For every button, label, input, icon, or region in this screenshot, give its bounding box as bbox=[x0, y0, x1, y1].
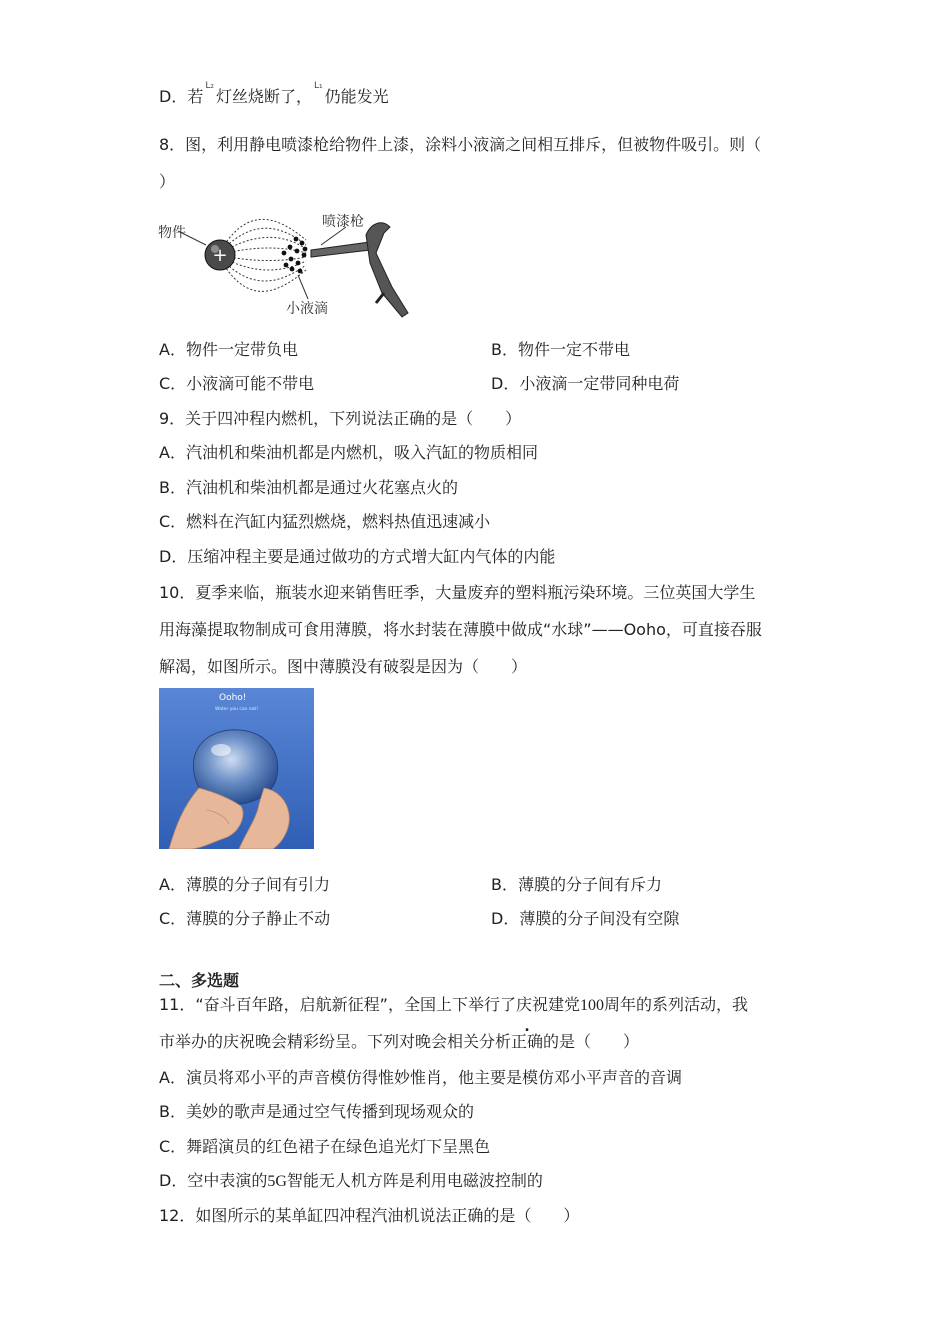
q9-option-c: C．燃料在汽缸内猛烈燃烧，燃料热值迅速减小 bbox=[159, 512, 491, 531]
q11-option-b: B．美妙的歌声是通过空气传播到现场观众的 bbox=[159, 1102, 474, 1121]
q11-emphasis-word: 正确 bbox=[511, 1032, 544, 1051]
q10-option-c: C．薄膜的分子静止不动 bbox=[159, 909, 331, 928]
q7-d-text-1: D．若 bbox=[159, 87, 204, 106]
section-title: 二、多选题 bbox=[159, 971, 240, 990]
ooho-title: Ooho! bbox=[219, 693, 247, 703]
q8-stem-line2: ） bbox=[159, 172, 176, 191]
q11-line1-number: 100 bbox=[579, 997, 604, 1014]
spray-gun-figure bbox=[156, 205, 418, 320]
plus-sign: + bbox=[212, 245, 228, 266]
q9-option-a: A．汽油机和柴油机都是内燃机，吸入汽缸的物质相同 bbox=[159, 443, 538, 462]
label-gun: 喷漆枪 bbox=[322, 214, 364, 230]
q10-option-b: B．薄膜的分子间有斥力 bbox=[491, 875, 662, 894]
label-droplet: 小液滴 bbox=[286, 301, 328, 317]
q11-d-text-a: D．空中表演的 bbox=[159, 1171, 268, 1190]
label-l1: L₁ bbox=[313, 81, 323, 91]
q10-option-d: D．薄膜的分子间没有空隙 bbox=[491, 909, 680, 928]
q10-stem-line1: 10．夏季来临，瓶装水迎来销售旺季，大量废弃的塑料瓶污染环境。三位英国大学生 bbox=[159, 583, 756, 602]
q10-stem-line3: 解渴，如图所示。图中薄膜没有破裂是因为（ ） bbox=[159, 657, 528, 676]
q11-d-number: 5G bbox=[267, 1173, 287, 1190]
q7-d-text-2: 灯丝烧断了， bbox=[215, 87, 312, 106]
q8-option-a: A．物件一定带负电 bbox=[159, 340, 298, 359]
ooho-caption: Water you can eat! bbox=[215, 707, 259, 712]
q8-option-b: B．物件一定不带电 bbox=[491, 340, 630, 359]
q11-stem-line2 bbox=[159, 1031, 639, 1053]
gun-nozzle bbox=[311, 242, 370, 257]
q12-stem: 12．如图所示的某单缸四冲程汽油机说法正确的是（ ） bbox=[159, 1206, 580, 1225]
q11-line2-text-a: 市举办的庆祝晚会精彩纷呈。下列对晚会相关分析 bbox=[159, 1032, 512, 1051]
label-l2: L₂ bbox=[205, 81, 214, 91]
q11-d-text-b: 智能无人机方阵是利用电磁波控制的 bbox=[286, 1171, 543, 1190]
q10-option-a: A．薄膜的分子间有引力 bbox=[159, 875, 330, 894]
q9-option-b: B．汽油机和柴油机都是通过火花塞点火的 bbox=[159, 478, 458, 497]
q11-stem-line1 bbox=[159, 994, 748, 1017]
q11-line2-text-b: 的是（ ） bbox=[543, 1032, 640, 1051]
q8-option-c: C．小液滴可能不带电 bbox=[159, 374, 315, 393]
q11-line1-text-b: 周年的系列活动，我 bbox=[603, 995, 748, 1014]
q10-stem-line2: 用海藻提取物制成可食用薄膜，将水封装在薄膜中做成“水球”——Ooho，可直接吞服 bbox=[159, 620, 762, 639]
q11-option-d bbox=[159, 1170, 543, 1193]
gun-handle bbox=[366, 223, 408, 317]
q7-option-d bbox=[159, 81, 389, 111]
q8-stem-line1: 8．图，利用静电喷漆枪给物件上漆，涂料小液滴之间相互排斥，但被物件吸引。则（ bbox=[159, 135, 762, 154]
q11-option-a: A．演员将邓小平的声音模仿得惟妙惟肖，他主要是模仿邓小平声音的音调 bbox=[159, 1068, 682, 1087]
q9-stem: 9．关于四冲程内燃机，下列说法正确的是（ ） bbox=[159, 409, 522, 428]
label-object: 物件 bbox=[158, 225, 186, 241]
q9-option-d: D．压缩冲程主要是通过做功的方式增大缸内气体的内能 bbox=[159, 547, 556, 566]
ooho-photo bbox=[159, 688, 314, 849]
q11-line1-text-a: 11．“奋斗百年路，启航新征程”，全国上下举行了庆祝建党 bbox=[159, 995, 580, 1014]
q7-d-text-3: 仍能发光 bbox=[324, 87, 389, 106]
q11-option-c: C．舞蹈演员的红色裙子在绿色追光灯下呈黑色 bbox=[159, 1137, 491, 1156]
q8-option-d: D．小液滴一定带同种电荷 bbox=[491, 374, 680, 393]
